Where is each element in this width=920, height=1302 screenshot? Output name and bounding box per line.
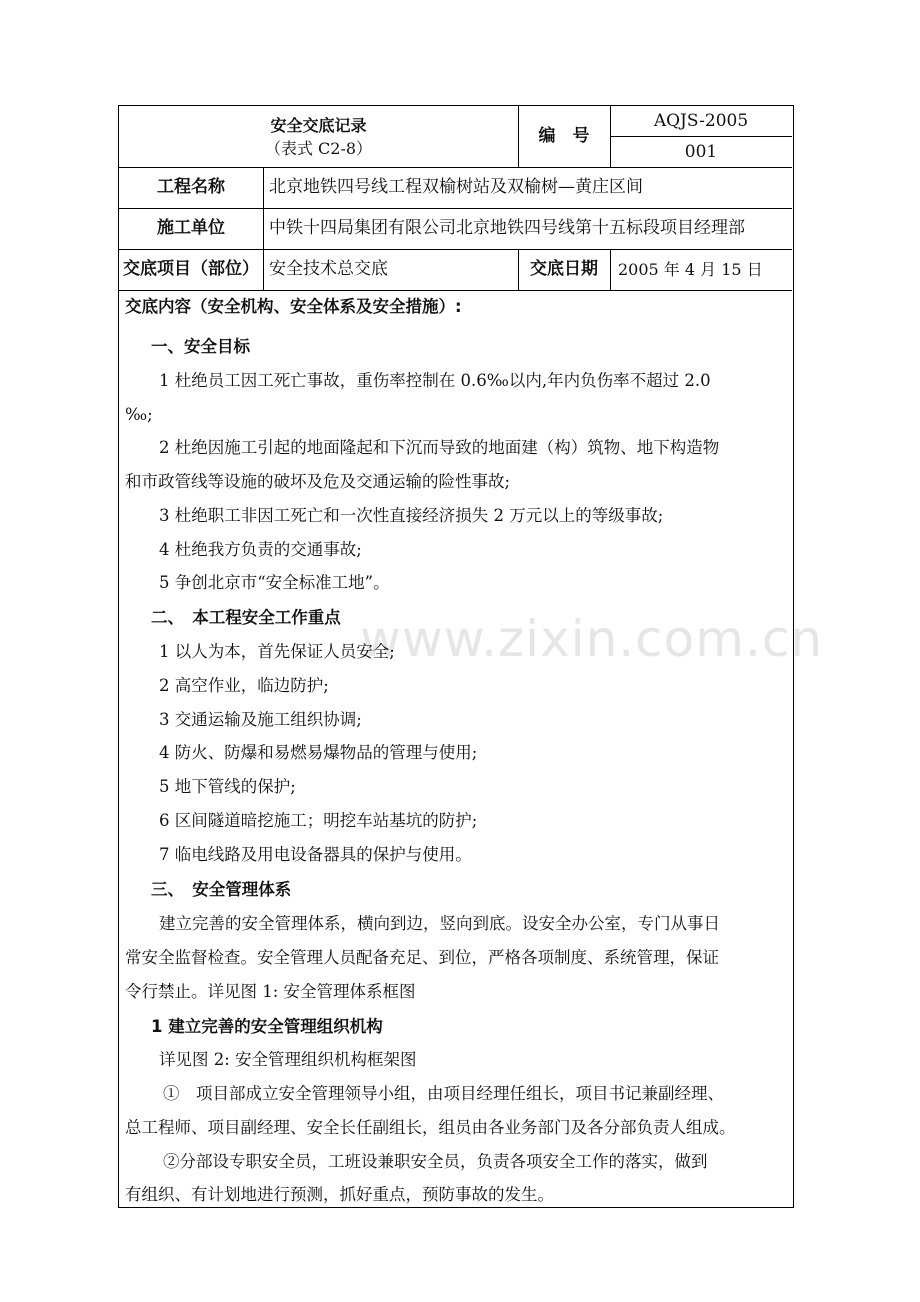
paragraph: 详见图 2: 安全管理组织机构框架图 — [159, 1050, 417, 1069]
paragraph: 建立完善的安全管理体系，横向到边，竖向到底。设安全办公室，专门从事日 — [159, 914, 720, 933]
paragraph: 2 杜绝因施工引起的地面隆起和下沉而导致的地面建（构）筑物、地下构造物 — [159, 438, 720, 457]
number-label: 编 号 — [538, 126, 590, 146]
list-item: 3 交通运输及施工组织协调; — [159, 710, 362, 729]
content-heading: 交底内容（安全机构、安全体系及安全措施）: — [125, 297, 462, 316]
list-item: 5 地下管线的保护; — [159, 777, 296, 796]
paragraph: 3 杜绝职工非因工死亡和一次性直接经济损失 2 万元以上的等级事故; — [159, 506, 664, 525]
number-line-1: AQJS-2005 — [653, 111, 749, 131]
briefing-date-value: 2005 年 4 月 15 日 — [618, 260, 763, 279]
list-item: 7 临电线路及用电设备器具的保护与使用。 — [159, 845, 472, 864]
subsection-title: 1 建立完善的安全管理组织机构 — [151, 1017, 383, 1036]
briefing-item-label: 交底项目（部位） — [123, 259, 259, 279]
paragraph: 5 争创北京市“安全标准工地”。 — [159, 573, 390, 592]
paragraph: 和市政管线等设施的破坏及危及交通运输的险性事故; — [125, 472, 511, 491]
contractor-label: 施工单位 — [157, 218, 225, 238]
section-1-title: 一、安全目标 — [151, 337, 250, 356]
form-title: 安全交底记录 — [270, 116, 367, 135]
list-item: 4 防火、防爆和易燃易爆物品的管理与使用; — [159, 743, 478, 762]
list-item: 2 高空作业，临边防护; — [159, 676, 329, 695]
number-line-2: 001 — [684, 142, 718, 162]
paragraph: 1 杜绝员工因工死亡事故，重伤率控制在 0.6‰以内,年内负伤率不超过 2.0 — [159, 371, 711, 390]
grid-line — [610, 136, 792, 137]
section-2-title: 二、 本工程安全工作重点 — [151, 608, 341, 627]
grid-line — [263, 167, 264, 290]
paragraph: 常安全监督检查。安全管理人员配备充足、到位，严格各项制度、系统管理，保证 — [125, 948, 719, 967]
grid-line — [119, 208, 792, 209]
watermark-text: www.zixin.com.cn — [360, 610, 824, 668]
paragraph: 总工程师、项目副经理、安全长任副组长，组员由各业务部门及各分部负责人组成。 — [125, 1118, 736, 1137]
section-3-title: 三、 安全管理体系 — [151, 880, 292, 899]
briefing-item-value: 安全技术总交底 — [269, 259, 388, 279]
paragraph: 令行禁止。详见图 1: 安全管理体系框图 — [125, 982, 416, 1001]
list-item: 1 以人为本，首先保证人员安全; — [159, 642, 395, 661]
paragraph: 4 杜绝我方负责的交通事故; — [159, 540, 362, 559]
grid-line — [119, 167, 792, 168]
safety-briefing-form — [118, 105, 794, 1208]
form-code: （表式 C2-8） — [264, 139, 373, 158]
briefing-date-label: 交底日期 — [530, 259, 598, 279]
paragraph: 有组织、有计划地进行预测，抓好重点，预防事故的发生。 — [125, 1185, 554, 1204]
paragraph: ‰; — [125, 405, 153, 424]
grid-line — [119, 290, 792, 291]
project-name-value: 北京地铁四号线工程双榆树站及双榆树—黄庄区间 — [269, 177, 643, 197]
paragraph: ① 项目部成立安全管理领导小组，由项目经理任组长，项目书记兼副经理、 — [163, 1084, 724, 1103]
grid-line — [119, 249, 792, 250]
project-name-label: 工程名称 — [157, 177, 225, 197]
contractor-value: 中铁十四局集团有限公司北京地铁四号线第十五标段项目经理部 — [269, 218, 745, 238]
paragraph: ②分部设专职安全员，工班设兼职安全员，负责各项安全工作的落实，做到 — [163, 1152, 708, 1171]
list-item: 6 区间隧道暗挖施工；明挖车站基坑的防护; — [159, 811, 478, 830]
grid-line — [610, 249, 611, 290]
